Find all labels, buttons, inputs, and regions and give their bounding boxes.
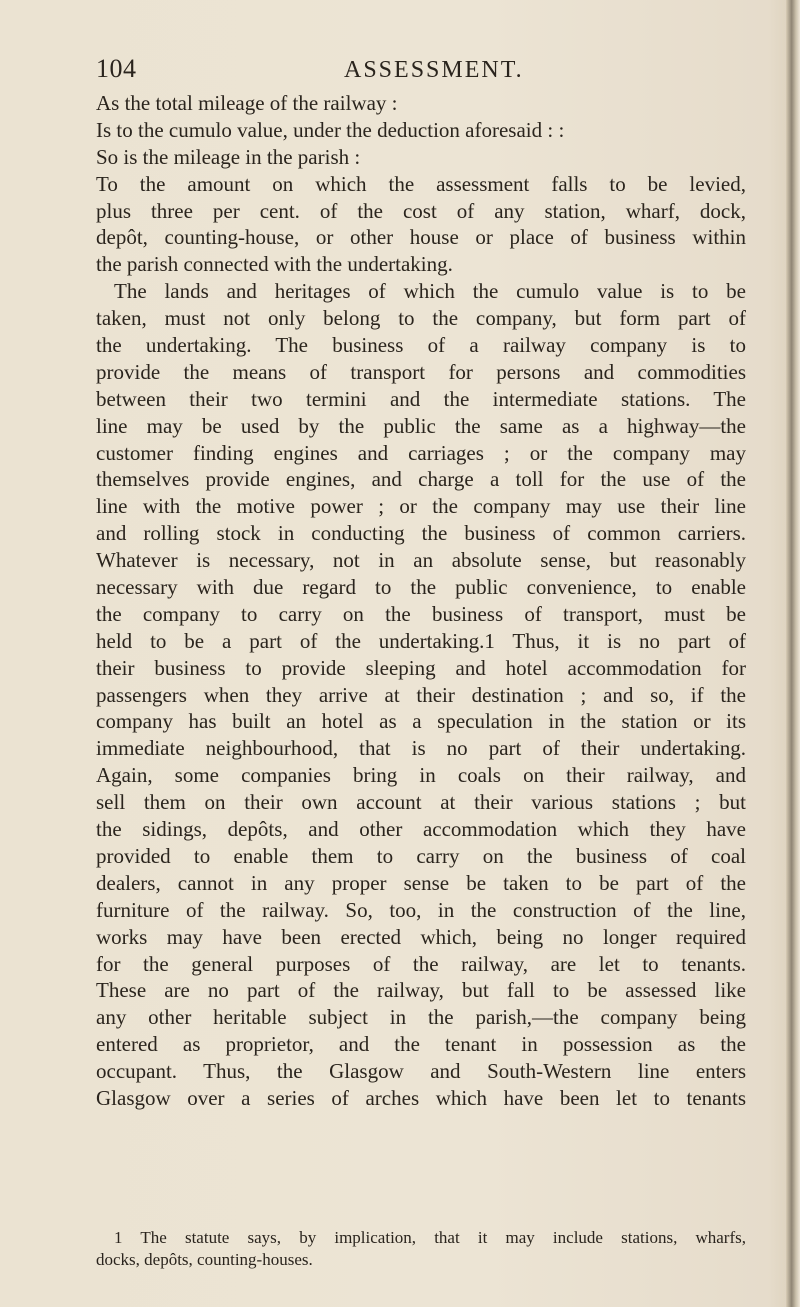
text-line: furniture of the railway. So, too, in the construction of the line, — [96, 897, 746, 922]
text-line: The lands and heritages of which the cumulo value is to be — [114, 279, 746, 304]
text-line: any other heritable subject in the parish,—the company being — [96, 1005, 746, 1030]
running-head: ASSESSMENT. — [344, 57, 524, 83]
text-line: works may have been erected which, being no longer required — [96, 924, 746, 949]
body-text — [96, 90, 746, 1112]
text-line: As the total mileage of the railway : — [96, 91, 398, 115]
text-line: provided to enable them to carry on the business of coal — [96, 843, 746, 868]
text-line: the undertaking. The business of a railway company is to — [96, 333, 746, 358]
text-line: To the amount on which the assessment falls to be levied, — [96, 171, 746, 196]
text-line: immediate neighbourhood, that is no part of their undertaking. — [96, 736, 746, 761]
text-line: the parish connected with the undertaking. — [96, 252, 453, 277]
page-header — [96, 53, 716, 85]
text-line: Is to the cumulo value, under the deduction aforesaid : : — [96, 117, 565, 142]
text-line: their business to provide sleeping and hotel accommodation for — [96, 655, 746, 680]
text-line: themselves provide engines, and charge a toll for the use of the — [96, 467, 746, 492]
text-line: company has built an hotel as a speculation in the station or its — [96, 709, 746, 734]
text-line: plus three per cent. of the cost of any station, wharf, dock, — [96, 198, 746, 223]
text-line: So is the mileage in the parish : — [96, 144, 361, 169]
page-number: 104 — [96, 54, 137, 83]
text-line: Again, some companies bring in coals on their railway, and — [96, 763, 746, 788]
text-line: and rolling stock in conducting the business of common carriers. — [96, 521, 746, 546]
text-line: passengers when they arrive at their destination ; and so, if the — [96, 682, 746, 707]
page-edge — [786, 0, 800, 1307]
text-line: line may be used by the public the same as a highway—the — [96, 413, 746, 438]
text-line: These are no part of the railway, but fall to be assessed like — [96, 978, 746, 1003]
text-line: dealers, cannot in any proper sense be taken to be part of the — [96, 870, 746, 895]
text-line: the company to carry on the business of transport, must be — [96, 601, 746, 626]
text-line: for the general purposes of the railway, are let to tenants. — [96, 951, 746, 976]
text-line: entered as proprietor, and the tenant in possession as the — [96, 1032, 746, 1057]
text-line: necessary with due regard to the public convenience, to enable — [96, 575, 746, 600]
text-line: Glasgow over a series of arches which have been let to tenants — [96, 1085, 746, 1110]
text-line: sell them on their own account at their various stations ; but — [96, 790, 746, 815]
footnotes — [96, 1227, 746, 1271]
footnote-line: 1 The statute says, by implication, that it may include stations, wharfs, — [114, 1228, 746, 1247]
text-line: the sidings, depôts, and other accommodation which they have — [96, 817, 746, 842]
text-line: taken, must not only belong to the company, but form part of — [96, 306, 746, 331]
text-line: customer finding engines and carriages ; or the company may — [96, 440, 746, 465]
text-line: Whatever is necessary, not in an absolute sense, but reasonably — [96, 548, 746, 573]
footnote-line: docks, depôts, counting-houses. — [96, 1250, 313, 1269]
text-line: depôt, counting-house, or other house or place of business within — [96, 225, 746, 250]
text-line: between their two termini and the intermediate stations. The — [96, 386, 746, 411]
text-line: provide the means of transport for persons and commodities — [96, 359, 746, 384]
text-line: line with the motive power ; or the company may use their line — [96, 494, 746, 519]
text-line: occupant. Thus, the Glasgow and South-Western line enters — [96, 1059, 746, 1084]
text-line: held to be a part of the undertaking.1 Thus, it is no part of — [96, 628, 746, 653]
